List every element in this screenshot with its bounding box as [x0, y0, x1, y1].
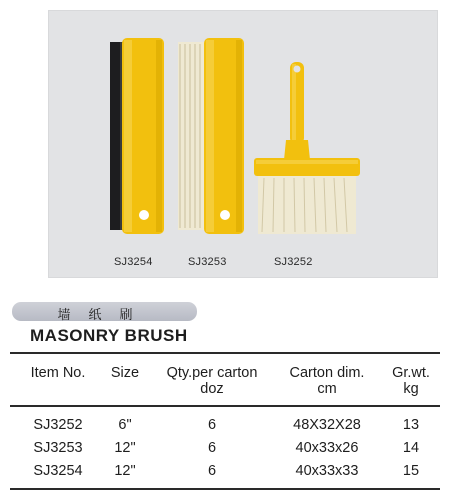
- cell-qty: 6: [207, 440, 217, 456]
- cell-carton-dim: 40x33x26: [295, 440, 359, 456]
- header-item-no-label: Item No.: [30, 365, 86, 381]
- header-qty-unit: doz: [200, 381, 224, 397]
- header-item-no: [12, 365, 104, 381]
- cell-gross-weight: 15: [402, 463, 420, 479]
- table-header-rule: [10, 405, 440, 407]
- brush-sj3252-image: [254, 62, 360, 234]
- header-gross-weight-label: Gr.wt.: [392, 365, 430, 381]
- cell-item-no: SJ3254: [33, 463, 83, 479]
- cell-item-no: SJ3253: [33, 440, 83, 456]
- cell-qty: 6: [207, 463, 217, 479]
- header-size: [100, 365, 150, 381]
- sku-label-sj3253: SJ3253: [188, 256, 227, 268]
- cell-gross-weight: 14: [402, 440, 420, 456]
- header-gross-weight-unit: kg: [403, 381, 419, 397]
- header-carton-dim: [278, 365, 376, 397]
- table-bottom-rule: [10, 488, 440, 490]
- cell-size: 12": [114, 440, 136, 456]
- header-carton-dim-unit: cm: [317, 381, 337, 397]
- header-qty-label: Qty.per carton: [166, 365, 258, 381]
- brushes-illustration: [48, 10, 438, 278]
- brush-sj3254-image: [110, 38, 164, 234]
- cell-qty: 6: [207, 417, 217, 433]
- header-size-label: Size: [110, 365, 140, 381]
- sku-label-sj3252: SJ3252: [274, 256, 313, 268]
- cell-carton-dim: 40x33x33: [295, 463, 359, 479]
- table-top-rule: [10, 352, 440, 354]
- header-gross-weight: [380, 365, 442, 397]
- brush-sj3253-image: [178, 38, 244, 234]
- header-qty: [148, 365, 276, 397]
- cell-size: 12": [114, 463, 136, 479]
- sku-label-sj3254: SJ3254: [114, 256, 153, 268]
- cell-carton-dim: 48X32X28: [293, 417, 361, 433]
- cell-size: 6": [118, 417, 132, 433]
- product-title-english: MASONRY BRUSH: [30, 326, 188, 345]
- cell-gross-weight: 13: [402, 417, 420, 433]
- cell-item-no: SJ3252: [33, 417, 83, 433]
- header-carton-dim-label: Carton dim.: [289, 365, 365, 381]
- product-title-chinese: 墙纸刷: [57, 308, 151, 323]
- product-photo-panel: [48, 10, 438, 278]
